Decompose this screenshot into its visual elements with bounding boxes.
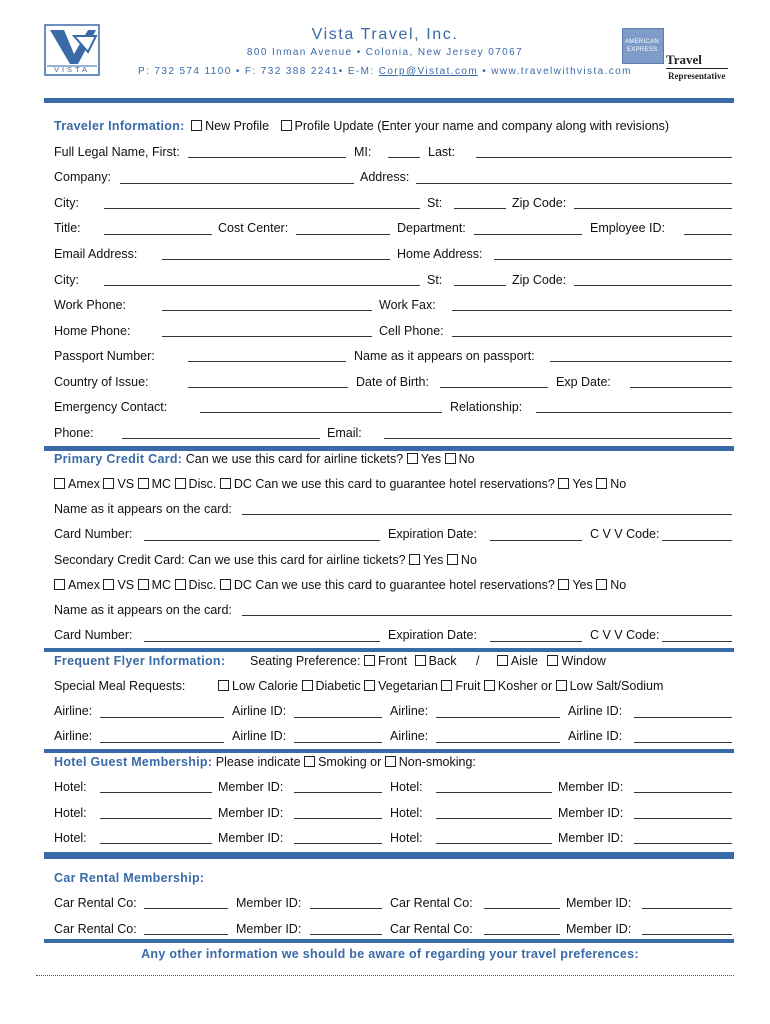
mc-checkbox[interactable] <box>138 478 149 489</box>
hotel-field[interactable] <box>100 818 212 819</box>
home-address-label: Home Address: <box>397 247 483 261</box>
amex-checkbox[interactable] <box>54 579 65 590</box>
yes-label: Yes <box>420 452 442 466</box>
disc-label: Disc. <box>188 578 217 592</box>
card-name-field[interactable] <box>242 514 732 515</box>
secondary-expiration-label: Expiration Date: <box>388 628 477 642</box>
disc-checkbox[interactable] <box>175 478 186 489</box>
airline-label: Airline: <box>390 729 429 743</box>
employee-id-field[interactable] <box>684 234 732 235</box>
section-divider-credit <box>44 446 734 451</box>
car-member-id-field[interactable] <box>310 908 382 909</box>
secondary-card-name-label: Name as it appears on the card: <box>54 603 232 617</box>
member-id-label: Member ID: <box>218 780 284 794</box>
aisle-label: Aisle <box>510 654 538 668</box>
home-city-field[interactable] <box>104 285 420 286</box>
work-phone-field[interactable] <box>162 310 372 311</box>
cell-phone-field[interactable] <box>452 336 732 337</box>
airline-field[interactable] <box>436 742 560 743</box>
seating-label: Seating Preference: <box>250 654 361 668</box>
mi-field[interactable] <box>388 157 420 158</box>
amex-line2: EXPRESS <box>627 47 658 53</box>
yes-label: Yes <box>572 477 593 491</box>
header-divider <box>44 98 734 103</box>
emergency-label: Emergency Contact: <box>54 400 168 414</box>
primary-card-types-row <box>54 477 626 491</box>
airline-field[interactable] <box>100 742 224 743</box>
mi-label: MI: <box>354 145 372 159</box>
title-label: Title: <box>54 221 81 235</box>
emergency-email-label: Email: <box>327 426 362 440</box>
city-field[interactable] <box>104 208 420 209</box>
hotel-field[interactable] <box>100 843 212 844</box>
employee-id-label: Employee ID: <box>590 221 666 235</box>
home-phone-field[interactable] <box>162 336 372 337</box>
section-divider-car <box>44 852 734 859</box>
state-label: St: <box>427 196 443 210</box>
card-name-label: Name as it appears on the card: <box>54 502 232 516</box>
home-address-field[interactable] <box>494 259 732 260</box>
country-field[interactable] <box>188 387 348 388</box>
passport-label: Passport Number: <box>54 349 155 363</box>
cell-phone-label: Cell Phone: <box>379 324 444 338</box>
amex-label: Amex <box>68 578 100 592</box>
airline-id-field[interactable] <box>634 717 732 718</box>
aisle-checkbox[interactable] <box>497 655 508 666</box>
hotel-label: Hotel: <box>390 780 423 794</box>
travel-rep-rule <box>666 68 728 69</box>
primary-airline-question: Can we use this card for airline tickets? <box>185 452 404 466</box>
secondary-card-number-label: Card Number: <box>54 628 133 642</box>
low-salt-checkbox[interactable] <box>556 680 567 691</box>
secondary-card-number-field[interactable] <box>144 641 380 642</box>
car-member-id-field[interactable] <box>642 908 732 909</box>
low-salt-label: Low Salt/Sodium <box>569 679 664 693</box>
company-contact <box>138 66 632 77</box>
vs-checkbox[interactable] <box>103 478 114 489</box>
zip-field[interactable] <box>574 208 732 209</box>
vegetarian-checkbox[interactable] <box>364 680 375 691</box>
card-number-field[interactable] <box>144 540 380 541</box>
profile-update-label: Profile Update (Enter your name and company along with revisions) <box>294 119 670 133</box>
relationship-label: Relationship: <box>450 400 523 414</box>
yes-label: Yes <box>423 553 444 567</box>
low-calorie-checkbox[interactable] <box>218 680 229 691</box>
airline-field[interactable] <box>436 717 560 718</box>
airline-label: Airline: <box>54 704 93 718</box>
mc-label: MC <box>151 477 172 491</box>
seating-row <box>250 654 606 668</box>
full-name-label: Full Legal Name, First: <box>54 145 180 159</box>
hotel-guarantee-question: Can we use this card to guarantee hotel reservations? <box>255 578 555 592</box>
fruit-checkbox[interactable] <box>441 680 452 691</box>
mc-label: MC <box>151 578 172 592</box>
car-rental-co-label: Car Rental Co: <box>390 896 473 910</box>
member-id-field[interactable] <box>634 843 732 844</box>
email-label: Email Address: <box>54 247 138 261</box>
kosher-checkbox[interactable] <box>484 680 495 691</box>
hotel-guarantee-no-checkbox[interactable] <box>596 579 607 590</box>
vs-label: VS <box>117 578 135 592</box>
smoking-label: Smoking or <box>318 755 382 769</box>
company-label: Company: <box>54 170 111 184</box>
contact-email-link[interactable]: Corp@Vistat.com <box>378 66 479 77</box>
hotel-label: Hotel: <box>54 806 87 820</box>
dc-label: DC <box>233 578 252 592</box>
vegetarian-label: Vegetarian <box>378 679 438 693</box>
non-smoking-checkbox[interactable] <box>385 756 396 767</box>
no-label: No <box>458 452 475 466</box>
logo-text: VISTA <box>53 65 91 74</box>
member-id-field[interactable] <box>634 818 732 819</box>
airline-id-label: Airline ID: <box>232 704 287 718</box>
country-label: Country of Issue: <box>54 375 149 389</box>
front-checkbox[interactable] <box>364 655 375 666</box>
airline-id-field[interactable] <box>634 742 732 743</box>
airline-id-field[interactable] <box>294 742 382 743</box>
window-label: Window <box>561 654 606 668</box>
other-info-field[interactable] <box>36 975 734 976</box>
dc-label: DC <box>233 477 252 491</box>
member-id-label: Member ID: <box>558 780 624 794</box>
zip-label: Zip Code: <box>512 196 567 210</box>
diabetic-label: Diabetic <box>315 679 361 693</box>
work-fax-label: Work Fax: <box>379 298 436 312</box>
smoking-checkbox[interactable] <box>304 756 315 767</box>
passport-name-label: Name as it appears on passport: <box>354 349 535 363</box>
work-phone-label: Work Phone: <box>54 298 127 312</box>
primary-card-row <box>54 452 475 466</box>
member-id-label: Member ID: <box>558 806 624 820</box>
section-divider-hotel <box>44 749 734 753</box>
hotel-field[interactable] <box>100 792 212 793</box>
car-rental-co-field[interactable] <box>144 908 228 909</box>
primary-airline-yes-checkbox[interactable] <box>407 453 418 464</box>
low-calorie-label: Low Calorie <box>232 679 299 693</box>
company-name: Vista Travel, Inc. <box>311 26 459 43</box>
hotel-field[interactable] <box>436 843 552 844</box>
car-rental-co-field[interactable] <box>144 934 228 935</box>
meal-options-row <box>218 679 663 693</box>
airline-id-label: Airline ID: <box>568 729 623 743</box>
airline-label: Airline: <box>54 729 93 743</box>
meal-label: Special Meal Requests: <box>54 679 186 693</box>
home-city-label: City: <box>54 273 79 287</box>
passport-field[interactable] <box>188 361 346 362</box>
car-rental-co-label: Car Rental Co: <box>390 922 473 936</box>
hotel-guarantee-no-checkbox[interactable] <box>596 478 607 489</box>
car-rental-co-field[interactable] <box>484 908 560 909</box>
state-field[interactable] <box>454 208 506 209</box>
last-name-label: Last: <box>428 145 456 159</box>
vs-label: VS <box>117 477 135 491</box>
cost-center-label: Cost Center: <box>218 221 289 235</box>
hotel-guarantee-yes-checkbox[interactable] <box>558 579 569 590</box>
relationship-field[interactable] <box>536 412 732 413</box>
company-field[interactable] <box>120 183 354 184</box>
new-profile-checkbox[interactable] <box>191 120 202 131</box>
hotel-indicate-label: Please indicate <box>215 755 301 769</box>
department-field[interactable] <box>474 234 582 235</box>
no-label: No <box>610 477 627 491</box>
cost-center-field[interactable] <box>296 234 390 235</box>
section-divider-flyer <box>44 648 734 652</box>
hotel-guarantee-yes-checkbox[interactable] <box>558 478 569 489</box>
disc-checkbox[interactable] <box>175 579 186 590</box>
amex-label: Amex <box>68 477 100 491</box>
contact-phone-fax: P: 732 574 1100 • F: 732 388 2241• E-M: <box>138 66 379 77</box>
member-id-label: Member ID: <box>218 831 284 845</box>
member-id-field[interactable] <box>294 792 382 793</box>
hotel-label: Hotel: <box>54 780 87 794</box>
profile-update-checkbox[interactable] <box>281 120 292 131</box>
primary-airline-no-checkbox[interactable] <box>445 453 456 464</box>
amex-checkbox[interactable] <box>54 478 65 489</box>
dc-checkbox[interactable] <box>220 579 231 590</box>
hotel-label: Hotel: <box>390 831 423 845</box>
car-member-id-label: Member ID: <box>566 922 632 936</box>
airline-label: Airline: <box>390 704 429 718</box>
car-heading: Car Rental Membership: <box>54 871 205 885</box>
airline-field[interactable] <box>100 717 224 718</box>
no-label: No <box>610 578 627 592</box>
home-state-label: St: <box>427 273 443 287</box>
secondary-expiration-field[interactable] <box>490 641 582 642</box>
yes-label: Yes <box>572 578 593 592</box>
home-zip-field[interactable] <box>574 285 732 286</box>
secondary-card-row <box>54 553 477 567</box>
hotel-field[interactable] <box>436 792 552 793</box>
airline-id-field[interactable] <box>294 717 382 718</box>
exp-date-label: Exp Date: <box>556 375 611 389</box>
no-label: No <box>460 553 477 567</box>
traveler-heading: Traveler Information: <box>54 119 185 133</box>
secondary-card-name-field[interactable] <box>242 615 732 616</box>
secondary-airline-question: Secondary Credit Card: Can we use this card for airline tickets? <box>54 553 406 567</box>
member-id-label: Member ID: <box>218 806 284 820</box>
car-rental-co-label: Car Rental Co: <box>54 922 137 936</box>
seating-separator: / <box>475 654 480 668</box>
hotel-label: Hotel: <box>390 806 423 820</box>
emergency-phone-label: Phone: <box>54 426 94 440</box>
travel-rep-sub: Representative <box>668 71 726 81</box>
address-field[interactable] <box>416 183 732 184</box>
section-divider-footer <box>44 939 734 943</box>
secondary-airline-no-checkbox[interactable] <box>447 554 458 565</box>
airline-id-label: Airline ID: <box>568 704 623 718</box>
passport-name-field[interactable] <box>550 361 732 362</box>
back-checkbox[interactable] <box>415 655 426 666</box>
cvv-label: C V V Code: <box>590 527 660 541</box>
kosher-label: Kosher <box>497 679 538 693</box>
member-id-field[interactable] <box>294 843 382 844</box>
amex-line1: AMERICAN <box>625 39 660 45</box>
fruit-label: Fruit <box>455 679 481 693</box>
dob-label: Date of Birth: <box>356 375 429 389</box>
hotel-heading: Hotel Guest Membership: <box>54 755 213 769</box>
meal-or-label: or <box>541 679 553 693</box>
secondary-card-types-row <box>54 578 626 592</box>
traveler-heading-row <box>54 119 669 133</box>
amex-logo <box>622 28 664 64</box>
expiration-field[interactable] <box>490 540 582 541</box>
member-id-field[interactable] <box>634 792 732 793</box>
window-checkbox[interactable] <box>547 655 558 666</box>
home-phone-label: Home Phone: <box>54 324 131 338</box>
first-name-field[interactable] <box>188 157 346 158</box>
travel-rep-title: Travel <box>666 52 702 67</box>
car-rental-co-field[interactable] <box>484 934 560 935</box>
hotel-guarantee-question: Can we use this card to guarantee hotel reservations? <box>255 477 555 491</box>
expiration-label: Expiration Date: <box>388 527 477 541</box>
hotel-heading-row <box>54 755 476 769</box>
credit-heading: Primary Credit Card: <box>54 452 183 466</box>
city-label: City: <box>54 196 79 210</box>
diabetic-checkbox[interactable] <box>302 680 313 691</box>
emergency-phone-field[interactable] <box>122 438 320 439</box>
car-member-id-label: Member ID: <box>566 896 632 910</box>
mc-checkbox[interactable] <box>138 579 149 590</box>
dc-checkbox[interactable] <box>220 478 231 489</box>
cvv-field[interactable] <box>662 540 732 541</box>
hotel-label: Hotel: <box>54 831 87 845</box>
company-address: 800 Inman Avenue • Colonia, New Jersey 07067 <box>246 47 524 58</box>
last-name-field[interactable] <box>476 157 732 158</box>
dob-field[interactable] <box>440 387 548 388</box>
car-rental-co-label: Car Rental Co: <box>54 896 137 910</box>
secondary-airline-yes-checkbox[interactable] <box>409 554 420 565</box>
vs-checkbox[interactable] <box>103 579 114 590</box>
secondary-cvv-field[interactable] <box>662 641 732 642</box>
other-info-question: Any other information we should be aware of regarding your travel preferences: <box>141 947 639 961</box>
non-smoking-label: Non-smoking: <box>398 755 476 769</box>
secondary-cvv-label: C V V Code: <box>590 628 660 642</box>
work-fax-field[interactable] <box>452 310 732 311</box>
hotel-field[interactable] <box>436 818 552 819</box>
airline-id-label: Airline ID: <box>232 729 287 743</box>
home-state-field[interactable] <box>454 285 506 286</box>
new-profile-label: New Profile <box>205 119 270 133</box>
member-id-label: Member ID: <box>558 831 624 845</box>
title-field[interactable] <box>104 234 212 235</box>
car-member-id-field[interactable] <box>310 934 382 935</box>
card-number-label: Card Number: <box>54 527 133 541</box>
back-label: Back <box>428 654 457 668</box>
address-label: Address: <box>360 170 410 184</box>
car-member-id-label: Member ID: <box>236 896 302 910</box>
contact-website: • www.travelwithvista.com <box>478 66 632 77</box>
emergency-field[interactable] <box>200 412 442 413</box>
emergency-email-field[interactable] <box>384 438 732 439</box>
car-member-id-field[interactable] <box>642 934 732 935</box>
department-label: Department: <box>397 221 466 235</box>
flyer-heading: Frequent Flyer Information: <box>54 654 226 668</box>
exp-date-field[interactable] <box>630 387 732 388</box>
front-label: Front <box>377 654 408 668</box>
email-field[interactable] <box>162 259 390 260</box>
member-id-field[interactable] <box>294 818 382 819</box>
car-member-id-label: Member ID: <box>236 922 302 936</box>
disc-label: Disc. <box>188 477 217 491</box>
home-zip-label: Zip Code: <box>512 273 567 287</box>
